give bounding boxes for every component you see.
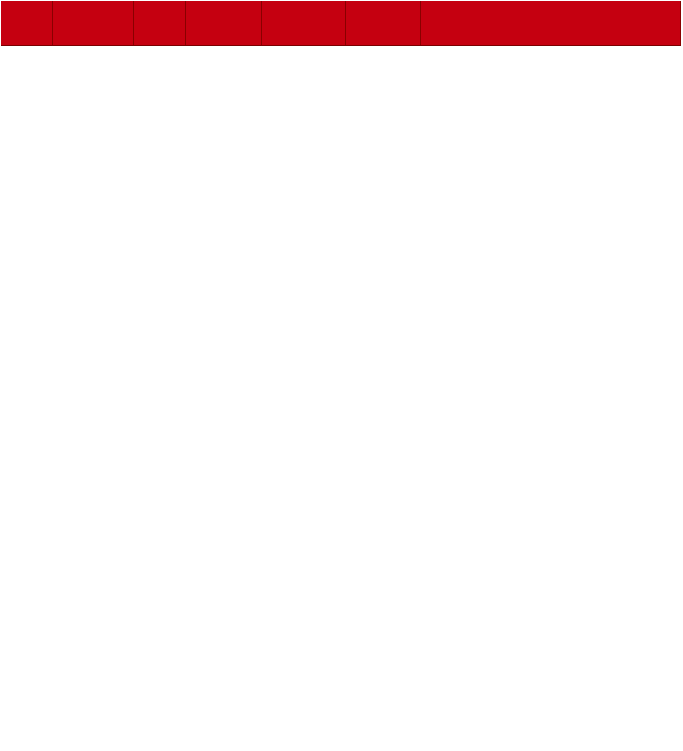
header-participants [134, 1, 186, 45]
school-results-table [1, 1, 681, 46]
header-school [53, 1, 134, 45]
header-physics-max [262, 1, 346, 45]
header-count600 [186, 1, 262, 45]
header-history-max [346, 1, 421, 45]
header-notes [421, 1, 681, 45]
table-header-row [1, 1, 681, 46]
header-no [1, 1, 53, 45]
